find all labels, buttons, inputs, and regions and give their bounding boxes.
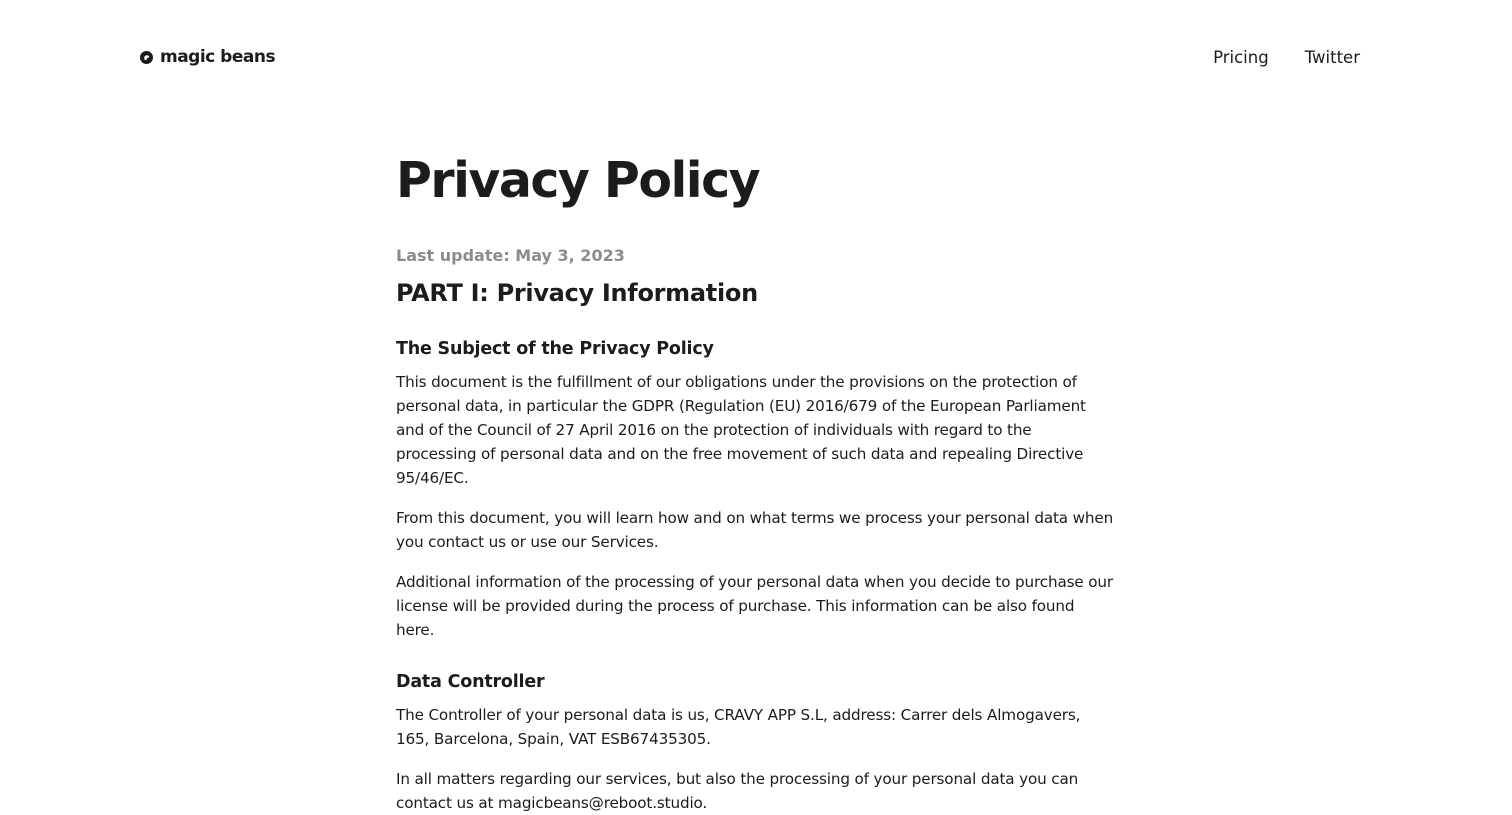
nav-link-pricing[interactable]: Pricing: [1213, 48, 1269, 67]
last-update: Last update: May 3, 2023: [396, 246, 625, 265]
top-nav: [1213, 47, 1360, 69]
site-header: [0, 0, 1512, 115]
bean-circle-icon: [140, 51, 153, 64]
section-heading: The Subject of the Privacy Policy: [396, 339, 714, 359]
paragraph: In all matters regarding our services, but also the processing of your personal data you can contact us at magicbeans@reboot.studio.: [396, 770, 1079, 812]
page-title: Privacy Policy: [396, 152, 760, 209]
section-data-controller: [396, 670, 1116, 815]
section-heading: Data Controller: [396, 672, 545, 692]
policy-content: [396, 150, 1116, 815]
part-title: PART I: Privacy Information: [396, 279, 758, 307]
logo-link[interactable]: [140, 46, 275, 68]
paragraph: From this document, you will learn how and on what terms we process your personal data when you contact us or use our Services.: [396, 509, 1114, 551]
logo-text: magic beans: [160, 47, 276, 67]
paragraph: The Controller of your personal data is us, CRAVY APP S.L, address: Carrer dels Almogavers, 165, Barcelona, Spain, VAT ESB67435305.: [396, 706, 1081, 748]
paragraph: Additional information of the processing of your personal data when you decide to purchase our license will be provided during the process of purchase. This information can be also found here.: [396, 573, 1113, 639]
nav-link-twitter[interactable]: Twitter: [1304, 48, 1360, 67]
paragraph: This document is the fulfillment of our obligations under the provisions on the protection of personal data, in particular the GDPR (Regulation (EU) 2016/679 of the European Parliament and of the Council of 27 April 2016 on the protection of individuals with regard to the processing of personal data and on the free movement of such data and repealing Directive 95/46/EC.: [396, 373, 1086, 487]
section-subject: [396, 337, 1116, 642]
